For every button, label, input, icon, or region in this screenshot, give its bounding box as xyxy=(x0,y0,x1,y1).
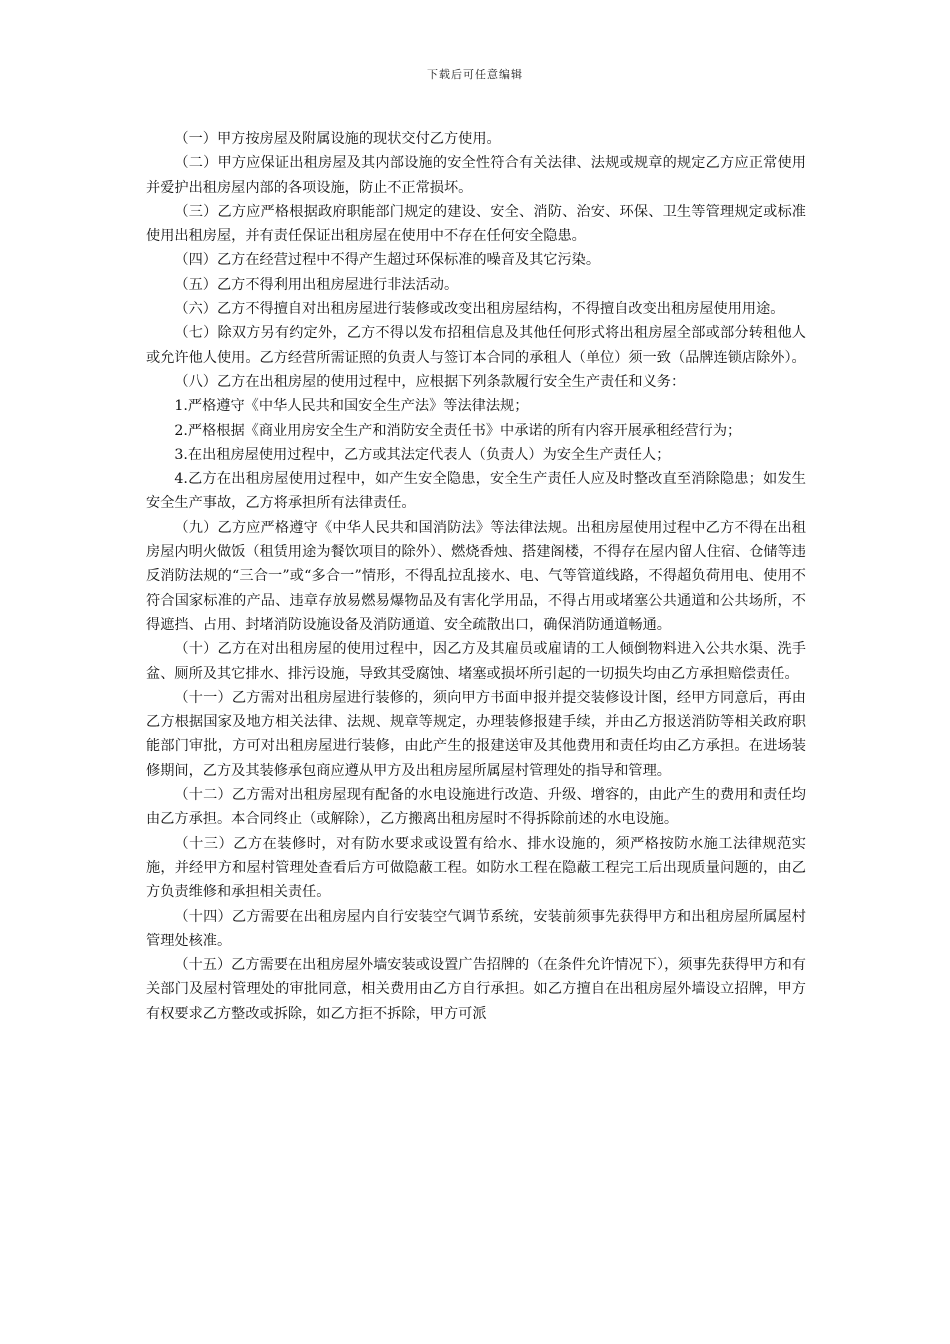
list-item: 1.严格遵守《中华人民共和国安全生产法》等法律法规； xyxy=(174,398,529,415)
paragraph: （十二）乙方需对出租房屋现有配备的水电设施进行改造、升级、增容的，由此产生的费用和责任均由乙方承担。本合同终止（或解除），乙方搬离出租房屋时不得拆除前述的水电设施。 xyxy=(146,787,806,828)
list-item: 3.在出租房屋使用过程中，乙方或其法定代表人（负责人）为安全生产责任人； xyxy=(174,446,671,463)
paragraph: （十五）乙方需要在出租房屋外墙安装或设置广告招牌的（在条件允许情况下），须事先获得甲方和有关部门及屋村管理处的审批同意，相关费用由乙方自行承担。如乙方擅自在出租房屋外墙设立招牌，甲方有权要求乙方整改或拆除，如乙方拒不拆除，甲方可派 xyxy=(146,957,806,1022)
paragraph: （十一）乙方需对出租房屋进行装修的，须向甲方书面申报并提交装修设计图，经甲方同意后，再由乙方根据国家及地方相关法律、法规、规章等规定，办理装修报建手续，并由乙方报送消防等相关政府职能部门审批，方可对出租房屋进行装修，由此产生的报建送审及其他费用和责任均由乙方承担。在进场装修期间，乙方及其装修承包商应遵从甲方及出租房屋所属屋村管理处的指导和管理。 xyxy=(146,689,806,779)
list-item: 4.乙方在出租房屋使用过程中，如产生安全隐患，安全生产责任人应及时整改直至消除隐患；如发生安全生产事故，乙方将承担所有法律责任。 xyxy=(146,471,806,512)
paragraph: （三）乙方应严格根据政府职能部门规定的建设、安全、消防、治安、环保、卫生等管理规定或标准使用出租房屋，并有责任保证出租房屋在使用中不存在任何安全隐患。 xyxy=(146,203,806,245)
list-item: 2.严格根据《商业用房安全生产和消防安全责任书》中承诺的所有内容开展承租经营行为； xyxy=(174,422,742,439)
paragraph: （十三）乙方在装修时，对有防水要求或设置有给水、排水设施的，须严格按防水施工法律规范实施，并经甲方和屋村管理处查看后方可做隐蔽工程。如防水工程在隐蔽工程完工后出现质量问题的，由乙方负责维修和承担相关责任。 xyxy=(146,835,806,901)
paragraph: （十四）乙方需要在出租房屋内自行安装空气调节系统，安装前须事先获得甲方和出租房屋所属屋村管理处核准。 xyxy=(146,908,806,949)
paragraph: （一）甲方按房屋及附属设施的现状交付乙方使用。 xyxy=(174,131,501,147)
paragraph: （六）乙方不得擅自对出租房屋进行装修或改变出租房屋结构，不得擅自改变出租房屋使用用途。 xyxy=(174,301,785,318)
paragraph: （十）乙方在对出租房屋的使用过程中，因乙方及其雇员或雇请的工人倾倒物料进入公共水渠、洗手盆、厕所及其它排水、排污设施，导致其受腐蚀、堵塞或损坏所引起的一切损失均由乙方承担赔偿责任。 xyxy=(146,641,806,682)
paragraph: （九）乙方应严格遵守《中华人民共和国消防法》等法律法规。出租房屋使用过程中乙方不得在出租房屋内明火做饭（租赁用途为餐饮项目的除外）、燃烧香烛、搭建阁楼，不得存在屋内留人住宿、仓储等违反消防法规的“三合一”或“多合一”情形，不得乱拉乱接水、电、气等管道线路，不得超负荷用电、使用不符合国家标准的产品、违章存放易燃易爆物品及有害化学用品，不得占用或堵塞公共通道和公共场所，不得遮挡、占用、封堵消防设施设备及消防通道、安全疏散出口，确保消防通道畅通。 xyxy=(146,519,806,633)
document-body xyxy=(146,127,806,1026)
page-header: 下载后可任意编辑 xyxy=(427,68,523,81)
paragraph: （四）乙方在经营过程中不得产生超过环保标准的噪音及其它污染。 xyxy=(174,252,601,269)
paragraph: （五）乙方不得利用出租房屋进行非法活动。 xyxy=(174,276,459,293)
paragraph: （八）乙方在出租房屋的使用过程中，应根据下列条款履行安全生产责任和义务： xyxy=(174,373,686,390)
paragraph: （二）甲方应保证出租房屋及其内部设施的安全性符合有关法律、法规或规章的规定乙方应正常使用并爱护出租房屋内部的各项设施，防止不正常损坏。 xyxy=(146,155,806,196)
paragraph: （七）除双方另有约定外，乙方不得以发布招租信息及其他任何形式将出租房屋全部或部分转租他人或允许他人使用。乙方经营所需证照的负责人与签订本合同的承租人（单位）须一致（品牌连锁店除外）。 xyxy=(146,325,806,366)
